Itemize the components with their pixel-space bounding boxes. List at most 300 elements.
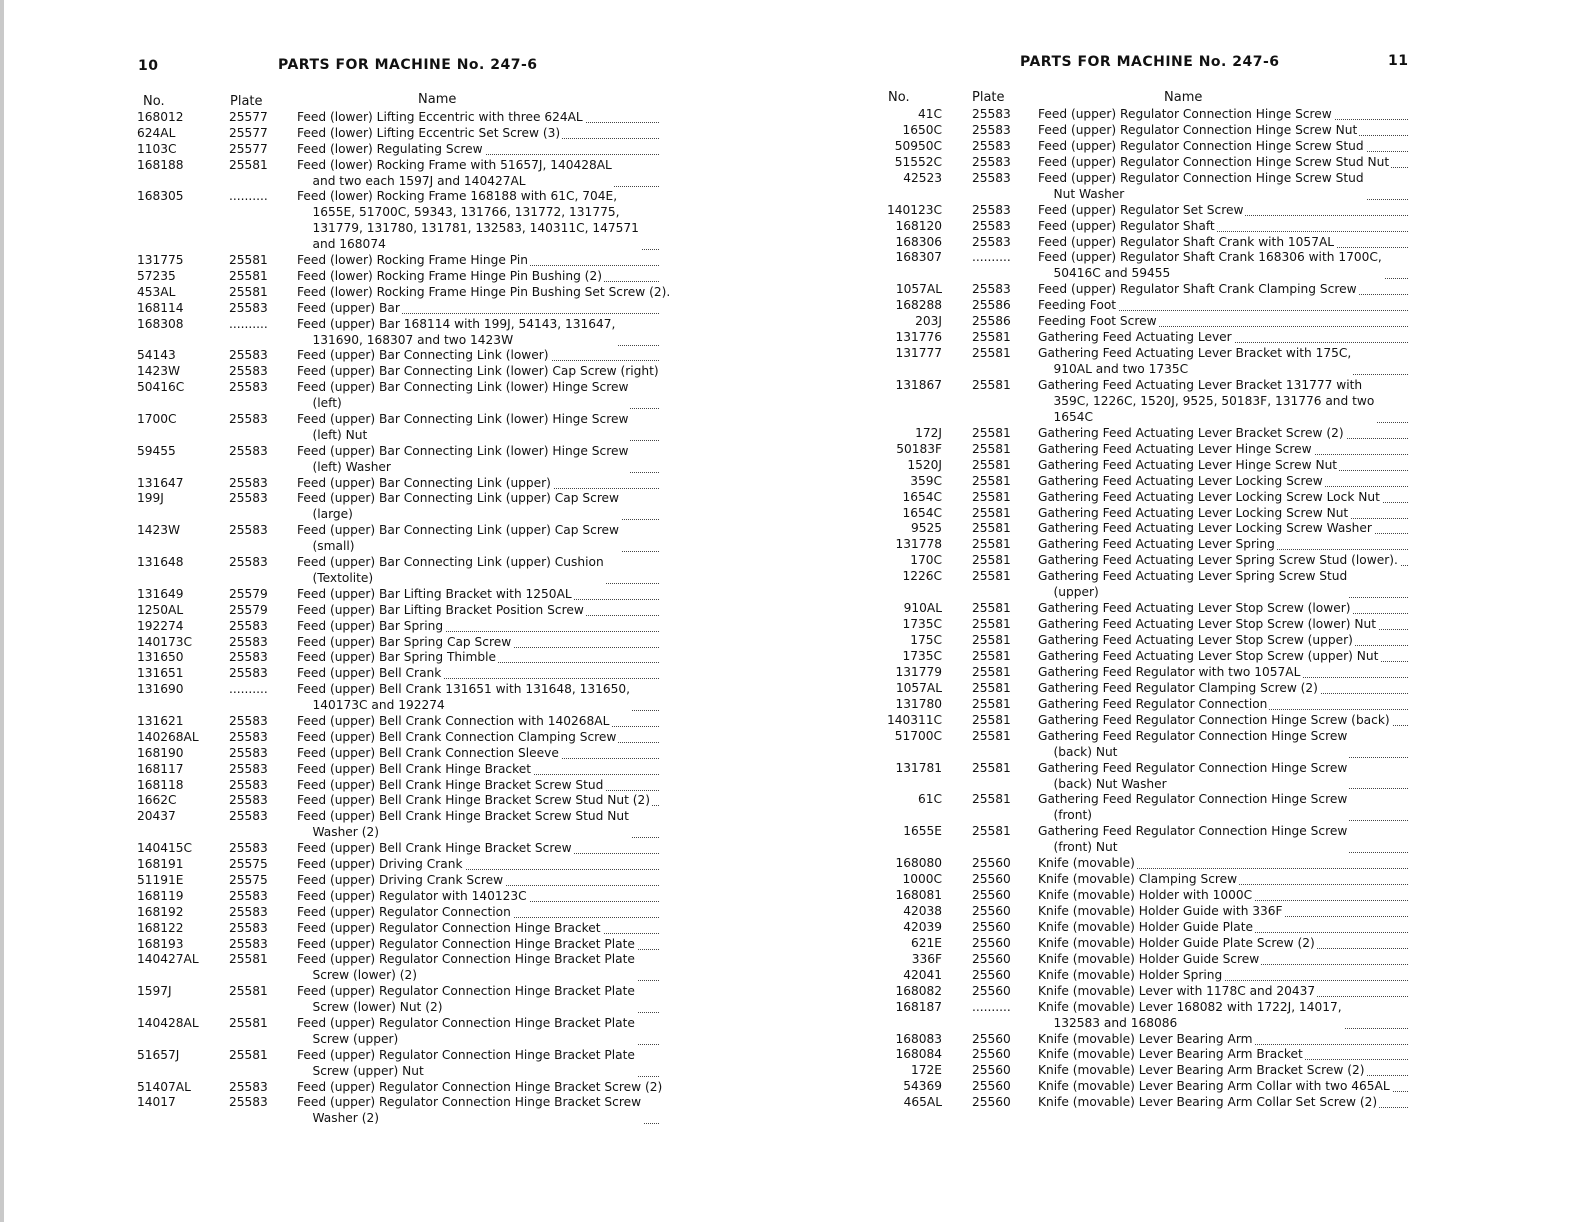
part-name: Gathering Feed Actuating Lever Locking Screw Lock Nut (1038, 489, 1380, 504)
plate-number: 25583 (229, 841, 268, 856)
table-row (137, 713, 677, 729)
part-number: 1423W (137, 523, 181, 538)
part-number: 336F (911, 951, 942, 966)
part-name: Gathering Feed Actuating Lever Spring Screw Stud (lower). (1038, 553, 1398, 568)
part-number: 131777 (895, 346, 942, 361)
part-name: Knife (movable) Lever 168082 with 1722J, 14017, 132583 and 168086 (1038, 999, 1342, 1030)
plate-number: .......... (972, 999, 1011, 1014)
part-name: Gathering Feed Actuating Lever Hinge Screw (1038, 441, 1312, 456)
plate-number: 25583 (229, 936, 268, 951)
part-name: Knife (movable) Holder Spring (1038, 967, 1223, 982)
plate-number: 25581 (972, 633, 1011, 648)
part-number: 42038 (903, 904, 942, 919)
table-row (137, 602, 677, 618)
part-number: 1057AL (895, 680, 942, 695)
plate-number: 25583 (972, 202, 1011, 217)
table-row (880, 600, 1420, 616)
plate-number: 25583 (229, 300, 268, 315)
table-row (137, 443, 677, 475)
plate-number: 25583 (229, 348, 268, 363)
table-row (137, 777, 677, 793)
part-name: Knife (movable) Lever Bearing Arm Bracket (1038, 1047, 1303, 1062)
plate-number: 25560 (972, 1047, 1011, 1062)
table-row (880, 696, 1420, 712)
part-name: Feed (upper) Regulator Connection Hinge Screw Nut (1038, 122, 1358, 137)
part-number: 54143 (137, 348, 176, 363)
part-number: 131690 (137, 682, 184, 697)
table-row (137, 316, 677, 348)
plate-number: 25583 (972, 138, 1011, 153)
part-name: Feed (upper) Bell Crank Connection Sleeve (297, 745, 559, 760)
part-number: 1662C (137, 793, 177, 808)
plate-number: 25560 (972, 1063, 1011, 1078)
plate-number: 25577 (229, 141, 268, 156)
part-number: 50183F (896, 441, 942, 456)
table-row (880, 536, 1420, 552)
part-name: Feed (upper) Bell Crank (297, 666, 442, 681)
plate-number: .......... (972, 250, 1011, 265)
plate-number: 25560 (972, 935, 1011, 950)
table-row (137, 379, 677, 411)
part-number: 168193 (137, 936, 184, 951)
plate-number: 25583 (229, 904, 268, 919)
parts-list-left (137, 109, 677, 1126)
table-row (137, 1047, 677, 1079)
part-name: Knife (movable) Holder Guide Screw (1038, 951, 1260, 966)
table-row (880, 983, 1420, 999)
part-number: 42523 (903, 170, 942, 185)
part-number: 41C (917, 107, 942, 121)
plate-number: 25581 (972, 792, 1011, 807)
part-name: Feed (lower) Rocking Frame with 51657J, 140428AL and two each 1597J and 140427AL (297, 157, 612, 188)
part-number: 168118 (137, 777, 184, 792)
table-row (880, 122, 1420, 138)
table-row (880, 281, 1420, 297)
table-row (137, 729, 677, 745)
part-number: 168191 (137, 857, 184, 872)
table-row (880, 951, 1420, 967)
part-number: 168117 (137, 761, 184, 776)
table-row (880, 552, 1420, 568)
part-name: Feed (upper) Bar Connecting Link (lower) Hinge Screw (left) (297, 380, 629, 411)
part-name: Feed (upper) Bar Connecting Link (lower) (297, 348, 549, 363)
plate-number: 25581 (972, 457, 1011, 472)
table-row (137, 649, 677, 665)
part-number: 175C (910, 633, 942, 648)
table-row (137, 141, 677, 157)
table-row (137, 792, 677, 808)
part-name: Feed (upper) Bar Spring Cap Screw (297, 634, 512, 649)
table-row (880, 728, 1420, 760)
plate-number: 25583 (229, 920, 268, 935)
plate-number: 25583 (972, 122, 1011, 137)
plate-number: 25581 (972, 824, 1011, 839)
table-row (137, 634, 677, 650)
table-row (137, 840, 677, 856)
part-name: Gathering Feed Regulator Connection Hinge Screw (back) Nut (1038, 728, 1348, 759)
plate-number: 25560 (972, 919, 1011, 934)
plate-number: 25560 (972, 1095, 1011, 1110)
table-row (880, 855, 1420, 871)
part-name: Knife (movable) (1038, 856, 1135, 871)
part-number: 131778 (895, 537, 942, 552)
table-row (880, 297, 1420, 313)
plate-number: 25581 (972, 553, 1011, 568)
part-name: Feed (lower) Rocking Frame Hinge Pin (297, 253, 528, 268)
table-row (137, 665, 677, 681)
table-row (137, 1015, 677, 1047)
table-row (880, 329, 1420, 345)
part-name: Feed (upper) Regulator Connection Hinge Bracket Screw Washer (2) (297, 1095, 642, 1126)
part-number: 51552C (894, 154, 942, 169)
left-page (0, 0, 790, 1222)
part-name: Feed (upper) Bar Connecting Link (lower) Hinge Screw (left) Washer (297, 443, 629, 474)
part-name: Gathering Feed Regulator Connection Hinge Screw (front) Nut (1038, 824, 1348, 855)
table-row (880, 823, 1420, 855)
table-row (880, 871, 1420, 887)
plate-number: 25583 (229, 793, 268, 808)
plate-number: 25583 (972, 107, 1011, 121)
part-number: 168119 (137, 888, 184, 903)
table-row (880, 712, 1420, 728)
table-row (880, 648, 1420, 664)
part-name: Gathering Feed Regulator Connection (1038, 696, 1268, 711)
part-number: 140428AL (137, 1015, 199, 1030)
right-page (792, 0, 1584, 1222)
table-row (880, 791, 1420, 823)
part-name: Feed (lower) Rocking Frame 168188 with 61C, 704E, 1655E, 51700C, 59343, 131766, 131772, 131775, 131779, 131780, 131781, 132583, 140311C, 147571 and 168074 (297, 189, 639, 252)
plate-number: 25581 (972, 473, 1011, 488)
part-number: 51191E (137, 872, 184, 887)
part-number: 453AL (137, 284, 176, 299)
part-number: 51407AL (137, 1079, 191, 1094)
table-row (137, 888, 677, 904)
part-name: Feed (upper) Bell Crank Hinge Bracket Screw Stud (297, 777, 604, 792)
table-row (880, 1094, 1420, 1110)
plate-number: 25577 (229, 110, 268, 124)
part-number: 61C (917, 792, 942, 807)
plate-number: .......... (229, 189, 268, 204)
part-number: 140173C (137, 634, 193, 649)
part-number: 131779 (895, 664, 942, 679)
part-name: Feed (upper) Regulator Connection Hinge Bracket Plate Screw (upper) (297, 1015, 635, 1046)
table-row (880, 313, 1420, 329)
part-name: Feed (upper) Bell Crank Connection Clamping Screw (297, 729, 617, 744)
part-number: 50416C (137, 380, 185, 395)
part-number: 168114 (137, 300, 184, 315)
plate-number: 25581 (972, 680, 1011, 695)
part-name: Feed (upper) Bar Lifting Bracket Position Screw (297, 602, 584, 617)
part-number: 1597J (137, 984, 172, 999)
part-name: Gathering Feed Actuating Lever Stop Screw (lower) Nut (1038, 617, 1376, 632)
plate-number: 25575 (229, 872, 268, 887)
table-row (137, 808, 677, 840)
part-name: Knife (movable) Holder Guide Plate Screw (2) (1038, 935, 1315, 950)
plate-number: 25583 (229, 1079, 268, 1094)
plate-number: 25560 (972, 904, 1011, 919)
part-number: 1655E (903, 824, 942, 839)
plate-number: 25583 (229, 650, 268, 665)
part-name: Feed (upper) Regulator Connection Hinge Screw Stud Nut Washer (1038, 170, 1364, 201)
plate-number: .......... (229, 682, 268, 697)
plate-number: 25560 (972, 983, 1011, 998)
table-row (137, 252, 677, 268)
part-number: 9525 (910, 521, 942, 536)
plate-number: 25583 (229, 443, 268, 458)
plate-number: 25581 (972, 521, 1011, 536)
part-number: 42039 (903, 919, 942, 934)
plate-number: 25581 (972, 760, 1011, 775)
table-row (880, 967, 1420, 983)
part-name: Gathering Feed Regulator Connection Hinge Screw (back) Nut Washer (1038, 760, 1348, 791)
part-number: 140123C (886, 202, 942, 217)
part-number: 1103C (137, 141, 177, 156)
part-number: 168084 (895, 1047, 942, 1062)
part-name: Feed (upper) Regulator Shaft Crank 168306 with 1700C, 50416C and 59455 (1038, 250, 1382, 281)
part-number: 172J (915, 425, 942, 440)
part-name: Feed (upper) Bell Crank Hinge Bracket Screw Stud Nut Washer (2) (297, 809, 629, 840)
part-name: Gathering Feed Actuating Lever Spring Screw Stud (upper) (1038, 569, 1348, 600)
table-row (880, 170, 1420, 202)
plate-number: 25581 (972, 696, 1011, 711)
part-number: 131775 (137, 253, 184, 268)
part-name: Feed (upper) Regulator Connection Hinge Screw Stud Nut (1038, 154, 1390, 169)
part-number: 199J (137, 491, 164, 506)
plate-number: 25583 (229, 618, 268, 633)
table-row (880, 616, 1420, 632)
plate-number: 25583 (229, 888, 268, 903)
part-number: 1226C (902, 569, 942, 584)
col-header-plate: Plate (972, 90, 1005, 105)
part-name: Feed (upper) Regulator Connection Hinge Bracket (297, 920, 601, 935)
page-number-right: 11 (1388, 53, 1409, 69)
part-number: 42041 (903, 967, 942, 982)
plate-number: 25583 (972, 282, 1011, 297)
part-name: Feed (lower) Regulating Screw (297, 141, 483, 156)
part-number: 54369 (903, 1079, 942, 1094)
part-number: 140427AL (137, 952, 199, 967)
part-name: Feed (upper) Driving Crank (297, 857, 463, 872)
table-row (137, 125, 677, 141)
plate-number: 25583 (972, 154, 1011, 169)
part-number: 1654C (902, 505, 942, 520)
plate-number: 25581 (229, 157, 268, 172)
plate-number: 25581 (972, 664, 1011, 679)
plate-number: 25583 (229, 761, 268, 776)
table-row (880, 903, 1420, 919)
table-row (137, 522, 677, 554)
plate-number: 25583 (229, 491, 268, 506)
plate-number: 25583 (229, 475, 268, 490)
plate-number: 25583 (229, 364, 268, 379)
plate-number: .......... (229, 316, 268, 331)
part-number: 131650 (137, 650, 184, 665)
table-row (880, 680, 1420, 696)
part-name: Gathering Feed Actuating Lever Locking Screw (1038, 473, 1323, 488)
part-number: 59455 (137, 443, 176, 458)
part-name: Gathering Feed Regulator with two 1057AL (1038, 664, 1301, 679)
part-name: Feed (upper) Bar Connecting Link (upper) Cap Screw (large) (297, 491, 620, 522)
part-number: 910AL (903, 601, 942, 616)
part-number: 168188 (137, 157, 184, 172)
plate-number: 25560 (972, 951, 1011, 966)
table-row (880, 887, 1420, 903)
part-number: 1000C (902, 872, 942, 887)
part-number: 20437 (137, 809, 176, 824)
table-row (880, 505, 1420, 521)
part-number: 168187 (895, 999, 942, 1014)
part-name: Knife (movable) Lever with 1178C and 20437 (1038, 983, 1316, 998)
plate-number: 25583 (229, 745, 268, 760)
part-name: Gathering Feed Actuating Lever (1038, 330, 1232, 345)
part-number: 168306 (895, 234, 942, 249)
plate-number: 25575 (229, 857, 268, 872)
plate-number: 25581 (972, 330, 1011, 345)
plate-number: 25581 (972, 712, 1011, 727)
plate-number: 25581 (972, 489, 1011, 504)
plate-number: 25581 (972, 617, 1011, 632)
part-number: 170C (910, 553, 942, 568)
part-name: Gathering Feed Actuating Lever Locking Screw Nut (1038, 505, 1349, 520)
plate-number: 25581 (229, 984, 268, 999)
table-row (137, 475, 677, 491)
plate-number: 25583 (229, 634, 268, 649)
part-number: 140268AL (137, 729, 199, 744)
part-name: Knife (movable) Holder with 1000C (1038, 888, 1253, 903)
table-row (137, 411, 677, 443)
part-name: Feed (upper) Bell Crank Hinge Bracket Screw Stud Nut (2) (297, 793, 651, 808)
part-number: 465AL (903, 1095, 942, 1110)
part-name: Knife (movable) Lever Bearing Arm (1038, 1031, 1253, 1046)
plate-number: 25583 (229, 777, 268, 792)
part-name: Gathering Feed Actuating Lever Spring (1038, 537, 1275, 552)
plate-number: 25583 (229, 666, 268, 681)
table-row (137, 618, 677, 634)
plate-number: 25581 (972, 346, 1011, 361)
plate-number: 25583 (229, 380, 268, 395)
part-number: 168308 (137, 316, 184, 331)
part-name: Feed (upper) Bar Spring (297, 618, 444, 633)
table-row (137, 300, 677, 316)
table-row (880, 202, 1420, 218)
part-name: Feed (upper) Regulator Shaft Crank with 1057AL (1038, 234, 1335, 249)
table-row (137, 490, 677, 522)
part-number: 140415C (137, 841, 193, 856)
plate-number: 25581 (972, 569, 1011, 584)
table-row (137, 268, 677, 284)
table-row (880, 760, 1420, 792)
part-name: Gathering Feed Actuating Lever Hinge Screw Nut (1038, 457, 1338, 472)
part-number: 131781 (895, 760, 942, 775)
part-name: Feed (upper) Bar Lifting Bracket with 1250AL (297, 586, 572, 601)
page-title-right: PARTS FOR MACHINE No. 247-6 (1020, 54, 1280, 70)
plate-number: 25560 (972, 872, 1011, 887)
table-row (880, 919, 1420, 935)
part-name: Knife (movable) Holder Guide Plate (1038, 919, 1254, 934)
part-name: Knife (movable) Holder Guide with 336F (1038, 904, 1283, 919)
table-row (880, 457, 1420, 473)
table-row (880, 935, 1420, 951)
table-row (880, 1078, 1420, 1094)
part-number: 131621 (137, 714, 184, 729)
col-header-name: Name (1164, 90, 1203, 105)
part-number: 57235 (137, 268, 176, 283)
part-name: Feed (upper) Bar Connecting Link (lower) Cap Screw (right) (297, 364, 659, 379)
table-row (880, 999, 1420, 1031)
plate-number: 25581 (972, 537, 1011, 552)
plate-number: 25579 (229, 586, 268, 601)
table-row (880, 1031, 1420, 1047)
part-number: 168192 (137, 904, 184, 919)
table-row (880, 234, 1420, 250)
table-row (137, 951, 677, 983)
part-name: Feed (upper) Regulator Connection Hinge Screw Stud (1038, 138, 1364, 153)
table-row (137, 109, 677, 125)
part-number: 131648 (137, 555, 184, 570)
plate-number: 25581 (229, 1047, 268, 1062)
parts-list-right (880, 106, 1420, 1110)
part-number: 131867 (895, 377, 942, 392)
plate-number: 25583 (229, 555, 268, 570)
table-row (880, 138, 1420, 154)
part-number: 50950C (894, 138, 942, 153)
part-name: Feed (upper) Regulator Connection (297, 904, 511, 919)
plate-number: 25583 (972, 218, 1011, 233)
part-number: 168307 (895, 250, 942, 265)
plate-number: 25583 (229, 523, 268, 538)
plate-number: 25581 (972, 601, 1011, 616)
plate-number: 25581 (229, 1015, 268, 1030)
plate-number: 25583 (229, 714, 268, 729)
table-row (880, 441, 1420, 457)
part-number: 168083 (895, 1031, 942, 1046)
plate-number: 25586 (972, 314, 1011, 329)
plate-number: 25581 (229, 284, 268, 299)
table-row (137, 363, 677, 379)
part-number: 131651 (137, 666, 184, 681)
part-name: Feed (lower) Lifting Eccentric with three 624AL (297, 110, 583, 124)
plate-number: 25583 (229, 809, 268, 824)
part-number: 168190 (137, 745, 184, 760)
part-name: Feed (upper) Bell Crank 131651 with 131648, 131650, 140173C and 192274 (297, 682, 630, 713)
part-number: 624AL (137, 125, 176, 140)
table-row (137, 347, 677, 363)
page-title-left: PARTS FOR MACHINE No. 247-6 (278, 57, 538, 73)
table-row (137, 1094, 677, 1126)
table-row (880, 489, 1420, 505)
table-row (137, 856, 677, 872)
table-row (880, 425, 1420, 441)
part-number: 131647 (137, 475, 184, 490)
part-number: 131780 (895, 696, 942, 711)
part-name: Knife (movable) Lever Bearing Arm Collar Set Screw (2) (1038, 1095, 1378, 1110)
part-number: 1650C (902, 122, 942, 137)
part-name: Feeding Foot (1038, 298, 1117, 313)
part-number: 168012 (137, 110, 184, 124)
part-name: Feeding Foot Screw (1038, 314, 1157, 329)
part-name: Gathering Feed Actuating Lever Bracket 131777 with 359C, 1226C, 1520J, 9525, 50183F, 131776 and two 1654C (1038, 377, 1375, 424)
table-row (137, 157, 677, 189)
part-number: 621E (911, 935, 942, 950)
col-header-no: No. (143, 94, 165, 109)
table-row (880, 345, 1420, 377)
part-name: Feed (upper) Bar Connecting Link (upper) Cap Screw (small) (297, 523, 620, 554)
part-name: Gathering Feed Actuating Lever Bracket with 175C, 910AL and two 1735C (1038, 346, 1352, 377)
plate-number: 25581 (229, 253, 268, 268)
table-row (880, 1062, 1420, 1078)
part-number: 359C (910, 473, 942, 488)
part-number: 1700C (137, 412, 177, 426)
